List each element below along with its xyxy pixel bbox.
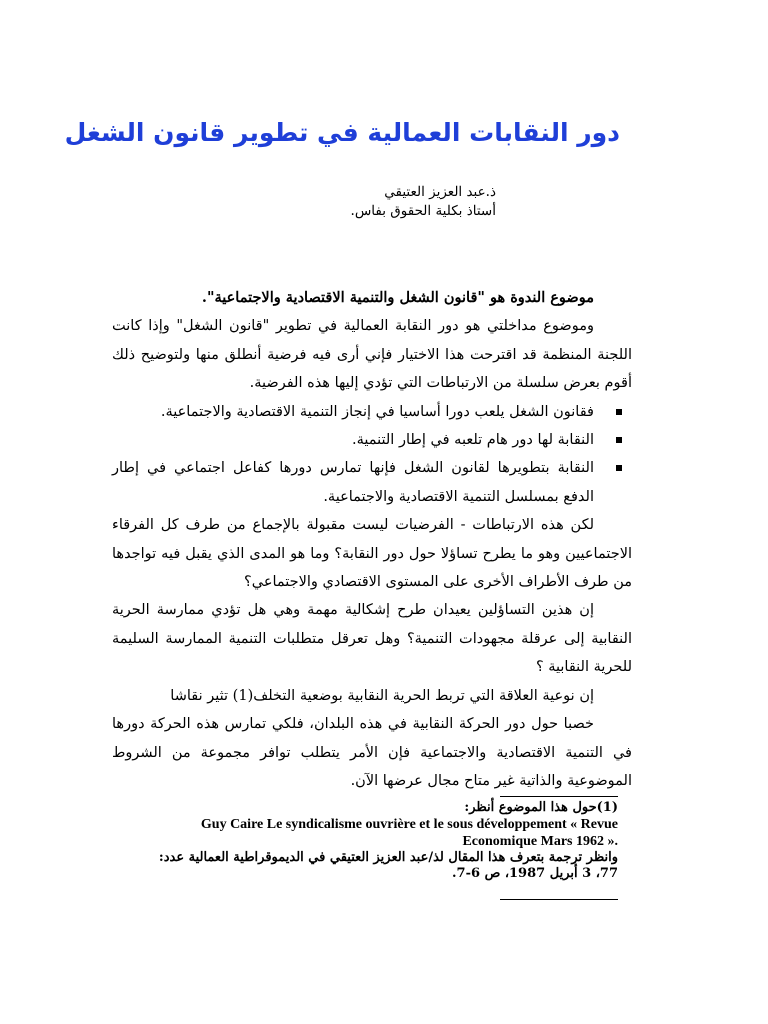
- paragraph-question: لكن هذه الارتباطات - الفرضيات ليست مقبولة بالإجماع من طرف كل الفرقاء الاجتماعيين وهو ما يطرح تساؤلا حول دور النقابة؟ وما هو المدى الذي يقبل فيه تواجدها من طرف الأطراف الأخرى على المستوى الاقتصادي والاجتماعي؟: [112, 517, 632, 591]
- square-bullet-icon: [616, 437, 622, 443]
- list-item: [112, 398, 632, 426]
- author-name: ذ.عبد العزيز العتيقي: [384, 184, 496, 200]
- list-item-text: النقابة بتطويرها لقانون الشغل فإنها تمارس دورها كفاعل اجتماعي في إطار الدفع بمسلسل التنمية الاقتصادية والاجتماعية.: [112, 460, 594, 505]
- paragraph-conditions: خصبا حول دور الحركة النقابية في هذه البلدان، فلكي تمارس هذه الحركة دورها في التنمية الاقتصادية والاجتماعية فإن الأمر يتطلب توافر مجموعة من الشروط الموضوعية والذاتية غير متاح مجال عرضها الآن.: [112, 716, 632, 789]
- footnote-intro: (1)حول هذا الموضوع أنظر:: [464, 800, 618, 815]
- footnote-arabic-reference: وانظر ترجمة بتعرف هذا المقال لذ/عبد العزيز العتيقي في الديموقراطية العمالية عدد: 77، 3 أبريل 1987، ص 6-7.: [158, 850, 618, 881]
- square-bullet-icon: [616, 409, 622, 415]
- body-text: [112, 284, 632, 795]
- document-title: دور النقابات العمالية في تطوير قانون الشغل: [64, 118, 620, 147]
- paragraph-problem: إن هذين التساؤلين يعيدان طرح إشكالية مهمة وهي هل تؤدي ممارسة الحرية النقابية إلى عرقلة مجهودات التنمية؟ وهل تعرقل متطلبات التنمية الممارسة السليمة للحرية النقابية ؟: [112, 602, 632, 676]
- footnote-divider-top: [500, 796, 618, 797]
- footnote-french-reference: Guy Caire Le syndicalisme ouvrière et le sous développement « Revue Economique Mars 1962 ».: [200, 817, 618, 849]
- list-item: [112, 454, 632, 511]
- paragraph-relation: إن نوعية العلاقة التي تربط الحرية النقابية بوضعية التخلف(1) تثير نقاشا: [170, 687, 594, 704]
- footnote-divider-bottom: [500, 899, 618, 900]
- square-bullet-icon: [616, 465, 622, 471]
- subject-line: موضوع الندوة هو "قانون الشغل والتنمية الاقتصادية والاجتماعية".: [201, 289, 594, 306]
- author-block: [351, 183, 496, 221]
- footnotes: [148, 800, 618, 882]
- list-item-text: النقابة لها دور هام تلعبه في إطار التنمية.: [352, 432, 594, 449]
- list-item-text: فقانون الشغل يلعب دورا أساسيا في إنجاز التنمية الاقتصادية والاجتماعية.: [160, 403, 594, 420]
- author-position: أستاذ بكلية الحقوق بفاس.: [350, 203, 496, 219]
- hypotheses-list: [112, 398, 632, 512]
- list-item: [112, 426, 632, 454]
- paragraph-intro: وموضوع مداخلتي هو دور النقابة العمالية في تطوير "قانون الشغل" وإذا كانت اللجنة المنظمة قد اقترحت هذا الاختيار فإني أرى فيه فرضية أنطلق منها ولتوضيح ذلك أقوم بعرض سلسلة من الارتباطات التي تؤدي إليها هذه الفرضية.: [112, 318, 632, 392]
